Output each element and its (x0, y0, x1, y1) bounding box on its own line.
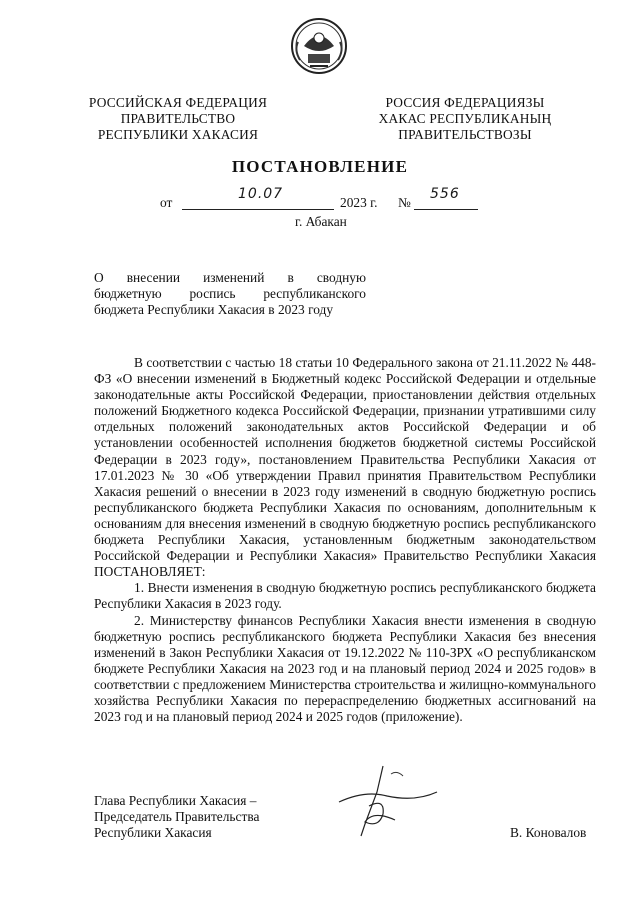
subject-line-3: бюджета Республики Хакасия в 2023 году (94, 302, 334, 317)
signatory-position (94, 793, 259, 841)
handwritten-signature (325, 762, 445, 842)
body-paragraph-preamble: В соответствии с частью 18 статьи 10 Федерального закона от 21.11.2022 № 448-ФЗ «О внесении изменений в Бюджетный кодекс Российской Федерации и отдельные законодательные акты Российской Федерации, приостановлении действия отдельных положений Бюджетного кодекса Российской Федерации, признании утратившими силу отдельных положений законодательных актов Российской Федерации и об установлении особенностей исполнения бюджетов бюджетной системы Российской Федерации в 2023 году», постановлением Правительства Республики Хакасия от 17.01.2023 № 30 «Об утверждении Правил принятия Правительством Республики Хакасия решений о внесении в 2023 году изменений в сводную бюджетную роспись республиканского бюджета Республики Хакасия по основаниям, дополнительным к основаниям для внесения изменений в сводную бюджетную роспись республиканского бюджета Республики Хакасия, установленным бюджетным законодательством Российской Федерации и Республики Хакасия» Правительство Республики Хакасия ПОСТАНОВЛЯЕТ: (94, 355, 596, 580)
header-right (360, 95, 570, 143)
header-left-line-1: РОССИЙСКАЯ ФЕДЕРАЦИЯ (88, 95, 268, 110)
signatory-position-line-3: Республики Хакасия (94, 825, 212, 840)
signatory-name: В. Коновалов (510, 825, 587, 840)
document-body (94, 355, 596, 725)
number-sign: № (398, 195, 411, 210)
header-left (78, 95, 278, 143)
header-left-line-3: РЕСПУБЛИКИ ХАКАСИЯ (97, 127, 259, 142)
header-right-line-3: ПРАВИТЕЛЬСТВОЗЫ (398, 127, 532, 142)
document-subject (94, 270, 366, 318)
signatory-position-line-1: Глава Республики Хакасия – (94, 793, 257, 808)
subject-line-1: О внесении изменений в сводную (94, 270, 366, 285)
city-label: г. Абакан (295, 214, 347, 229)
coat-of-arms-emblem (290, 16, 348, 76)
header-right-line-2: ХАКАС РЕСПУБЛИКАНЫҢ (378, 111, 552, 126)
date-value-handwritten: 10.07 (238, 186, 284, 202)
header-right-line-1: РОССИЯ ФЕДЕРАЦИЯЗЫ (385, 95, 545, 110)
year-label: 2023 г. (340, 195, 378, 210)
body-paragraph-item-2: 2. Министерству финансов Республики Хакасия внести изменения в сводную бюджетную роспись республиканского бюджета Республики Хакасия без внесения изменений в Закон Республики Хакасия от 19.12.2022 № 110-ЗРХ «О республиканском бюджете Республики Хакасия на 2023 год и на плановый период 2024 и 2025 годов» в соответствии с предложением Министерства строительства и жилищно-коммунального хозяйства Республики Хакасия по перераспределению бюджетных ассигнований на 2023 год и на плановый период 2024 и 2025 годов (приложение). (94, 612, 596, 725)
header-left-line-2: ПРАВИТЕЛЬСТВО (120, 111, 236, 126)
document-type-title: ПОСТАНОВЛЕНИЕ (231, 157, 409, 176)
number-value-handwritten: 556 (430, 186, 460, 202)
signatory-position-line-2: Председатель Правительства (94, 809, 260, 824)
subject-line-2: бюджетную роспись республиканского (94, 286, 366, 301)
date-from-label: от (160, 195, 173, 210)
body-paragraph-item-1: 1. Внести изменения в сводную бюджетную роспись республиканского бюджета Республики Хакасия в 2023 году. (94, 580, 596, 612)
